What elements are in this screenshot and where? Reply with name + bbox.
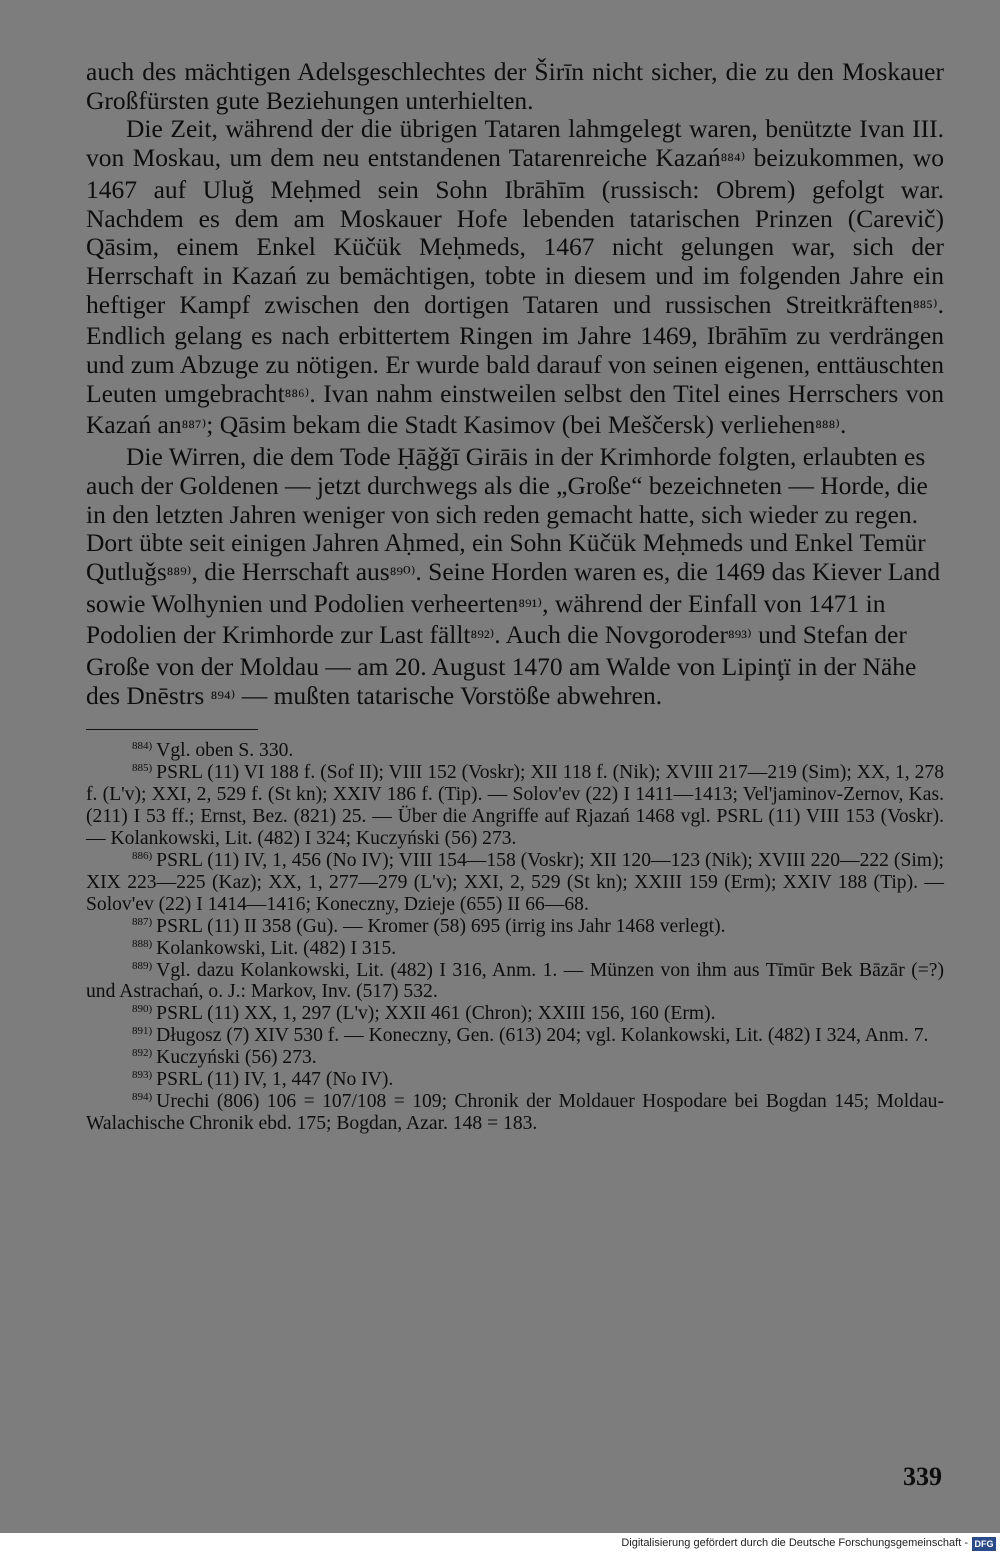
footnote-ref: ⁸⁸⁵⁾ (912, 296, 938, 318)
footnote-ref: ⁸⁸⁷⁾ (181, 417, 207, 439)
footnote-text: Vgl. oben S. 330. (156, 740, 294, 762)
paragraph-3: Die Wirren, die dem Tode Ḥāǧǧī Girāis in der Krimhorde folgten, erlaubten es auch der Goldenen — jetzt durchwegs als die „Große“ bezeichneten — Horde, die in den letzten Jahren weniger von sich reden gemacht hatte, sich wieder zu regen. Dort übte seit einigen Jahren Aḥmed, ein Sohn Küčük Meḥmeds und Enkel Temür Qutluǧs⁸⁸⁹⁾, die Herrschaft aus⁸⁹⁰⁾. Seine Horden waren es, die 1469 das Kiever Land sowie Wolhynien und Podolien verheerten⁸⁹¹⁾, während der Einfall von 1471 in Podolien der Krimhorde zur Last fällt⁸⁹²⁾. Auch die Novgoroder⁸⁹³⁾ und Stefan der Große von der Moldau — am 20. August 1470 am Walde von Lipinţï in der Nähe des Dnēstrs ⁸⁹⁴⁾ — mußten tatarische Vorstöße abwehren. (86, 442, 941, 710)
footnote-ref: ⁸⁸⁹⁾ (166, 563, 192, 585)
footnote-890: 890) PSRL (11) XX, 1, 297 (L'v); XXII 461 (Chron); XXIII 156, 160 (Erm). (132, 1003, 716, 1025)
footnote-ref: ⁸⁹⁰⁾ (389, 563, 416, 585)
paragraph-1: auch des mächtigen Adelsgeschlechtes der Širīn nicht sicher, die zu den Moskauer Großfürsten gute Beziehungen unterhielten. (86, 57, 944, 115)
footnote-ref: ⁸⁸⁸⁾ (815, 417, 840, 439)
footnote-text: PSRL (11) II 358 (Gu). — Kromer (58) 695 (irrig ins Jahr 1468 verlegt). (156, 915, 726, 937)
footnote-text: Vgl. dazu Kolankowski, Lit. (482) I 316, Anm. 1. — Münzen von ihm aus Tīmūr Bek Bāzār (=?) und Astrachań, o. J.: Markov, Inv. (517) 532. (86, 959, 944, 1003)
footnote-891: 891) Długosz (7) XIV 530 f. — Koneczny, Gen. (613) 204; vgl. Kolankowski, Lit. (482) I 324, Anm. 7. (132, 1025, 929, 1047)
footnote-ref: ⁸⁹²⁾ (470, 627, 495, 649)
footnote-text: PSRL (11) IV, 1, 456 (No IV); VIII 154—158 (Voskr); XII 120—123 (Nik); XVIII 220—222 (Sim); XIX 223—225 (Kaz); XX, 1, 277—279 (L'v); XXI, 2, 529 (St kn); XXIII 159 (Erm); XXIV 188 (Tip). — Solov'ev (22) I 1414—1416; Koneczny, Dzieje (655) II 66—68. (86, 850, 944, 915)
footnote-text: Długosz (7) XIV 530 f. — Koneczny, Gen. (613) 204; vgl. Kolankowski, Lit. (482) I 324, Anm. 7. (156, 1025, 929, 1047)
credit-text: Digitalisierung gefördert durch die Deutsche Forschungsgemeinschaft - (621, 1537, 968, 1549)
paragraph-2: Die Zeit, während der die übrigen Tataren lahmgelegt waren, benützte Ivan III. von Moskau, um dem neu entstandenen Tatarenreiche Kazań⁸⁸⁴⁾ beizukommen, wo 1467 auf Uluğ Meḥmed sein Sohn Ibrāhīm (russisch: Obrem) gefolgt war. Nachdem es dem am Moskauer Hofe lebenden tatarischen Prinzen (Carevič) Qāsim, einem Enkel Küčük Meḥmeds, 1467 nicht gelungen war, sich der Herrschaft in Kazań zu bemächtigen, tobte in diesem und im folgenden Jahre ein heftiger Kampf zwischen den dortigen Tataren und russischen Streitkräften⁸⁸⁵⁾. Endlich gelang es nach erbittertem Ringen im Jahre 1469, Ibrāhīm zu verdrängen und zum Abzuge zu nötigen. Er wurde bald darauf von seinen eigenen, enttäuschten Leuten umgebracht⁸⁸⁶⁾. Ivan nahm einstweilen selbst den Titel eines Herrschers von Kazań an⁸⁸⁷⁾; Qāsim bekam die Stadt Kasimov (bei Meščersk) verliehen⁸⁸⁸⁾. (86, 114, 944, 440)
footnote-887: 887) PSRL (11) II 358 (Gu). — Kromer (58) 695 (irrig ins Jahr 1468 verlegt). (132, 915, 726, 937)
footnote-text: Kuczyński (56) 273. (156, 1047, 317, 1069)
footnote-886: 886) PSRL (11) IV, 1, 456 (No IV); VIII 154—158 (Voskr); XII 120—123 (Nik); XVIII 220—222 (Sim); XIX 223—225 (Kaz); XX, 1, 277—279 (L'v); XXI, 2, 529 (St kn); XXIII 159 (Erm); XXIV 188 (Tip). — Solov'ev (22) I 1414—1416; Koneczny, Dzieje (655) II 66—68. (86, 850, 944, 915)
footnote-893: 893) PSRL (11) IV, 1, 447 (No IV). (132, 1069, 394, 1091)
main-text (86, 58, 944, 713)
dfg-logo-icon: DFG (972, 1537, 996, 1551)
footnote-ref: ⁸⁹¹⁾ (518, 595, 543, 617)
page-content (86, 58, 944, 1135)
footnote-892: 892) Kuczyński (56) 273. (132, 1047, 317, 1069)
footnote-text: PSRL (11) IV, 1, 447 (No IV). (156, 1069, 394, 1091)
footnote-ref: ⁸⁸⁶⁾ (284, 385, 310, 407)
footnote-884: 884) Vgl. oben S. 330. (132, 740, 294, 762)
footnote-888: 888) Kolankowski, Lit. (482) I 315. (132, 937, 397, 959)
footnote-text: Kolankowski, Lit. (482) I 315. (156, 937, 397, 959)
footnote-889: 889) Vgl. dazu Kolankowski, Lit. (482) I 316, Anm. 1. — Münzen von ihm aus Tīmūr Bek Bāzār (=?) und Astrachań, o. J.: Markov, Inv. (517) 532. (86, 959, 944, 1003)
footnote-separator (86, 729, 258, 730)
footnote-ref: ⁸⁸⁴⁾ (720, 150, 746, 172)
footnote-text: PSRL (11) VI 188 f. (Sof II); VIII 152 (Voskr); XII 118 f. (Nik); XVIII 217—219 (Sim); XX, 1, 278 f. (L'v); XXI, 2, 529 f. (St kn); XXIV 186 f. (Tip). — Solov'ev (22) I 1411—1413; Vel'jaminov-Zernov, Kas. (211) I 53 ff.; Ernst, Bez. (821) 25. — Über die Angriffe auf Rjazań 1468 vgl. PSRL (11) VIII 153 (Voskr). — Kolankowski, Lit. (482) I 324; Kuczyński (56) 273. (86, 762, 944, 850)
footnote-885: 885) PSRL (11) VI 188 f. (Sof II); VIII 152 (Voskr); XII 118 f. (Nik); XVIII 217—219 (Sim); XX, 1, 278 f. (L'v); XXI, 2, 529 f. (St kn); XXIV 186 f. (Tip). — Solov'ev (22) I 1411—1413; Vel'jaminov-Zernov, Kas. (211) I 53 ff.; Ernst, Bez. (821) 25. — Über die Angriffe auf Rjazań 1468 vgl. PSRL (11) VIII 153 (Voskr). — Kolankowski, Lit. (482) I 324; Kuczyński (56) 273. (86, 762, 944, 850)
credit-bar (0, 1533, 1000, 1557)
page-number: 339 (903, 1462, 942, 1491)
footnotes (86, 740, 944, 1134)
footnote-ref: ⁸⁹³⁾ (727, 627, 752, 649)
footnote-text: PSRL (11) XX, 1, 297 (L'v); XXII 461 (Chron); XXIII 156, 160 (Erm). (156, 1003, 716, 1025)
footnote-text: Urechi (806) 106 = 107/108 = 109; Chronik der Moldauer Hospodare bei Bogdan 145; Moldau-Walachische Chronik ebd. 175; Bogdan, Azar. 148 = 183. (86, 1090, 944, 1134)
footnote-ref: ⁸⁹⁴⁾ (210, 687, 236, 709)
footnote-894: 894) Urechi (806) 106 = 107/108 = 109; Chronik der Moldauer Hospodare bei Bogdan 145; Moldau-Walachische Chronik ebd. 175; Bogdan, Azar. 148 = 183. (86, 1090, 944, 1134)
